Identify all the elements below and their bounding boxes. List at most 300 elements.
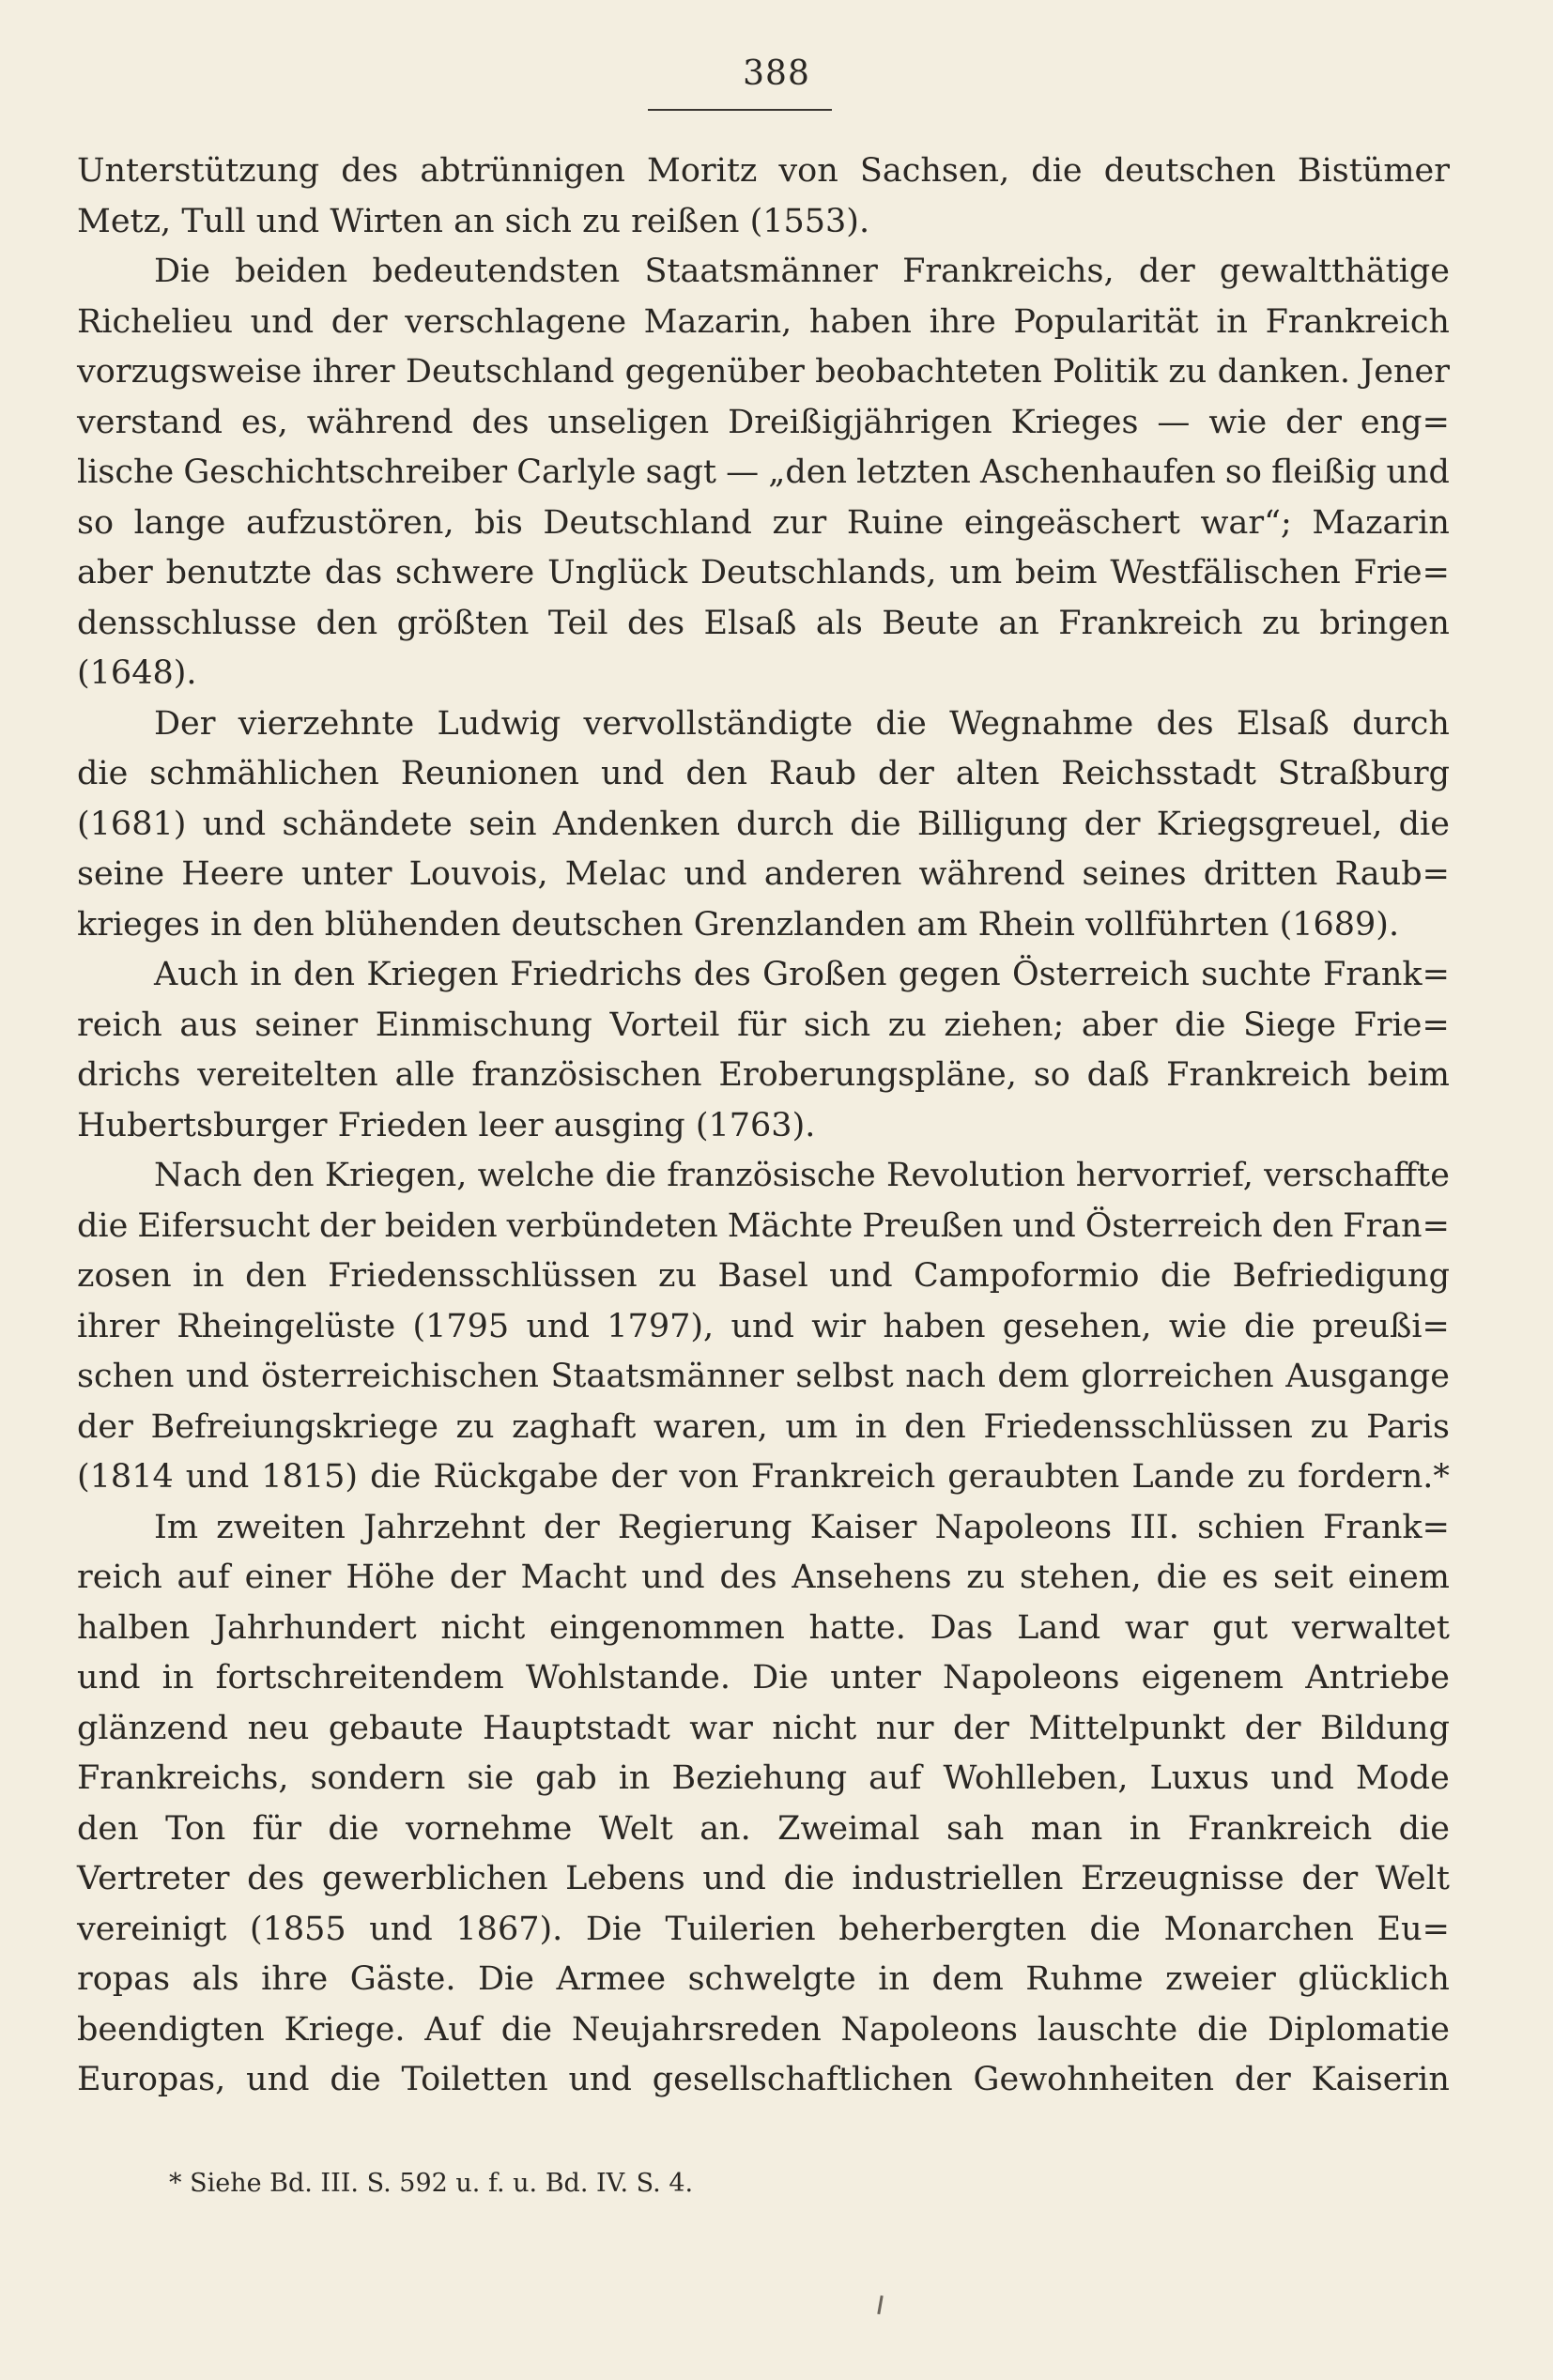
word: Basel — [717, 1257, 808, 1295]
word: ziehen; — [944, 1006, 1065, 1044]
word: Gäste. — [349, 1960, 456, 1998]
word: Siege — [1243, 1006, 1337, 1044]
word: Mode — [1355, 1759, 1450, 1797]
word: Tuilerien — [665, 1910, 816, 1948]
word: zu — [966, 1559, 1006, 1596]
word: und — [684, 855, 747, 893]
word: Befriedigung — [1232, 1257, 1450, 1295]
word: gewerblichen — [321, 1860, 548, 1897]
word: gegenüber — [624, 353, 805, 391]
text-line — [77, 850, 1450, 900]
word: an — [454, 202, 505, 240]
text-line — [77, 1955, 1450, 2005]
word: bringen — [1319, 604, 1450, 642]
word: (1763). — [695, 1106, 816, 1144]
word: ausging — [553, 1106, 696, 1144]
word: Unterstützung — [77, 152, 320, 190]
word: Einmischung — [375, 1006, 592, 1044]
word: Rheingelüste — [177, 1307, 396, 1345]
word: Reichsstadt — [1061, 755, 1256, 792]
text-line — [77, 2055, 1450, 2106]
word: von — [679, 1458, 739, 1496]
word: den — [685, 755, 748, 792]
word: sondern — [310, 1759, 446, 1797]
word: Österreich — [1084, 1206, 1263, 1245]
word: Frankreichs, — [77, 1759, 289, 1797]
word: und — [568, 2061, 632, 2098]
word: die — [330, 2061, 381, 2098]
word: Wirten — [330, 202, 454, 240]
word: des — [719, 1559, 777, 1596]
text-line — [77, 649, 1450, 699]
word: die — [1398, 805, 1450, 843]
word: gesehen, — [1002, 1307, 1152, 1345]
word: so — [77, 503, 115, 542]
word: Gewohnheiten — [973, 2061, 1215, 2098]
word: Ton — [165, 1809, 226, 1848]
word: Welt — [598, 1809, 673, 1848]
word: Höhe — [346, 1559, 436, 1596]
word: Lande — [1131, 1458, 1236, 1496]
word: Friedensschlüssen — [328, 1257, 638, 1295]
word: Toiletten — [401, 2061, 548, 2098]
word: Regierung — [617, 1508, 792, 1546]
word: Auf — [424, 2010, 483, 2049]
word: verbündeten — [506, 1206, 718, 1245]
text-line — [77, 1051, 1450, 1101]
word: deutschen — [511, 905, 694, 944]
word: wie — [1168, 1307, 1227, 1345]
word: der — [1244, 1709, 1301, 1747]
word: verstand — [77, 403, 223, 441]
word: Die — [752, 1659, 809, 1697]
word: Frank= — [1322, 1508, 1450, 1546]
word: Geschichtschreiber — [183, 453, 508, 491]
word: und — [1270, 1759, 1334, 1797]
text-line — [77, 1905, 1450, 1956]
word: zosen — [77, 1257, 172, 1295]
word: Lebens — [565, 1860, 685, 1897]
word: gab — [535, 1759, 597, 1797]
word: sich — [803, 1006, 871, 1044]
word: Ludwig — [437, 704, 561, 743]
word: neu — [247, 1709, 310, 1747]
word: (1795 — [412, 1307, 510, 1345]
word: Heere — [181, 855, 284, 893]
word: Die — [154, 253, 210, 290]
word: vierzehnte — [238, 704, 415, 743]
word: Jahrhundert — [213, 1608, 417, 1647]
word: der — [77, 1407, 133, 1446]
word: durch — [736, 805, 834, 843]
word: Napoleons — [840, 2010, 1018, 2049]
word: (1814 — [77, 1458, 174, 1496]
word: Land — [1017, 1608, 1101, 1647]
word: beobachteten — [815, 353, 1042, 391]
word: Napoleons — [934, 1508, 1113, 1546]
word: reich — [77, 1006, 162, 1044]
word: Ruine — [846, 503, 945, 542]
word: der — [331, 302, 388, 341]
word: Kriegen, — [324, 1157, 468, 1194]
word: alten — [955, 755, 1040, 792]
word: hatte. — [808, 1608, 906, 1647]
word: Der — [154, 704, 216, 743]
word: Rückgabe — [433, 1458, 599, 1496]
word: Luxus — [1149, 1759, 1250, 1797]
word: Raub= — [1334, 855, 1450, 893]
word: war“; — [1200, 503, 1292, 542]
word: Zweimal — [777, 1809, 920, 1848]
word: der — [1138, 253, 1195, 290]
word: eingenommen — [549, 1608, 785, 1647]
text-line — [77, 1001, 1450, 1052]
word: ihre — [929, 302, 996, 341]
word: Hauptstadt — [483, 1709, 670, 1747]
word: Friedensschlüssen — [983, 1407, 1293, 1446]
word: der — [449, 1559, 506, 1596]
word: die — [875, 704, 927, 743]
word: Campoformio — [913, 1257, 1140, 1295]
word: gesellschaftlichen — [652, 2061, 953, 2098]
word: des — [341, 152, 399, 190]
text-line — [77, 1553, 1450, 1604]
word: in — [854, 1407, 887, 1446]
word: (1855 — [249, 1910, 346, 1948]
word: zu — [1247, 1458, 1286, 1496]
word: die — [77, 1206, 129, 1245]
word: Die — [477, 1960, 534, 1998]
word: selbst — [795, 1358, 894, 1395]
text-line — [77, 2005, 1450, 2056]
word: und — [369, 1910, 433, 1948]
word: der — [1285, 403, 1342, 441]
word: Unglück — [547, 554, 688, 591]
word: ihre — [261, 1960, 329, 1998]
word: (1689). — [1279, 905, 1400, 944]
text-line — [77, 247, 1450, 298]
word: fortschreitendem — [215, 1659, 504, 1697]
word: die — [500, 2010, 553, 2049]
text-line — [77, 800, 1450, 851]
word: Frankreich — [1058, 604, 1243, 642]
word: Vertreter — [77, 1860, 230, 1897]
word: Dreißigjährigen — [728, 403, 992, 441]
word: Deutschlands, — [700, 554, 937, 591]
word: den — [293, 956, 356, 993]
text-line — [77, 1251, 1450, 1302]
text-line — [77, 1452, 1450, 1503]
word: Revolution — [886, 1157, 1066, 1194]
word: Auch — [154, 956, 238, 993]
word: die — [1196, 2010, 1249, 2049]
word: beherbergten — [838, 1910, 1067, 1948]
word: französische — [667, 1157, 876, 1194]
word: war — [689, 1709, 753, 1747]
text-line — [77, 298, 1450, 348]
word: Beute — [882, 604, 979, 642]
word: nur — [875, 1709, 934, 1747]
word: nicht — [440, 1608, 526, 1647]
word: aber — [1081, 1006, 1158, 1044]
word: seines — [1082, 855, 1187, 893]
word: in — [210, 905, 253, 944]
word: Staatsmänner — [644, 253, 878, 290]
word: Deutschland — [405, 353, 615, 391]
text-line — [77, 950, 1450, 1001]
word: Österreich — [1011, 956, 1190, 993]
word: (1681) — [77, 805, 187, 843]
text-line — [77, 1704, 1450, 1755]
word: Großen — [762, 956, 887, 993]
word: waren, — [653, 1407, 768, 1446]
word: Nach — [154, 1157, 242, 1194]
word: (1553). — [749, 202, 870, 240]
word: die — [1089, 1910, 1141, 1948]
word: und — [600, 755, 665, 792]
word: durch — [1352, 704, 1450, 743]
word: seiner — [254, 1006, 359, 1044]
text-line — [77, 749, 1450, 800]
word: Politik — [1053, 353, 1159, 391]
word: sah — [946, 1809, 1005, 1848]
word: stehen, — [1020, 1559, 1142, 1596]
word: anderen — [763, 855, 902, 893]
word: und — [77, 1659, 141, 1697]
text-line — [77, 1302, 1450, 1353]
word: sein — [469, 805, 537, 843]
word: Moritz — [646, 152, 758, 190]
word: von — [778, 152, 838, 190]
word: die — [328, 1809, 379, 1848]
word: eingeäschert — [963, 503, 1180, 542]
word: Aschenhaufen — [979, 453, 1216, 491]
word: (1648). — [77, 654, 197, 692]
word: Paris — [1366, 1407, 1450, 1446]
word: Kriegsgreuel, — [1156, 805, 1383, 843]
word: verschlagene — [405, 302, 627, 341]
word: nach — [905, 1358, 986, 1395]
word: Frankreich — [750, 1458, 936, 1496]
word: Monarchen — [1163, 1910, 1354, 1948]
word: am — [916, 905, 978, 944]
word: krieges — [77, 905, 211, 944]
word: Louvois, — [408, 855, 548, 893]
word: lauschte — [1037, 2010, 1178, 2049]
word: und — [1012, 1206, 1076, 1245]
word: schien — [1197, 1508, 1305, 1546]
word: vollführten — [1085, 905, 1280, 944]
word: beim — [1367, 1056, 1450, 1094]
word: und — [185, 1358, 250, 1395]
header-rule — [648, 109, 832, 111]
word: 1867). — [455, 1910, 563, 1948]
word: während — [306, 403, 454, 441]
word: lische — [77, 453, 175, 491]
word: zu — [887, 1006, 927, 1044]
word: die — [1160, 1257, 1212, 1295]
word: vornehme — [406, 1809, 573, 1848]
word: und — [250, 302, 315, 341]
word: für — [737, 1006, 787, 1044]
word: war — [1124, 1608, 1189, 1647]
word: die — [1243, 1307, 1296, 1345]
word: gebaute — [328, 1709, 464, 1747]
word: vereitelten — [197, 1056, 378, 1094]
word: aber — [77, 554, 153, 591]
word: densschlusse — [77, 604, 298, 642]
word: Armee — [556, 1960, 667, 1998]
word: Eroberungspläne, — [718, 1056, 1017, 1094]
word: Carlyle — [516, 453, 637, 491]
word: der — [1301, 1860, 1359, 1897]
word: Metz, — [77, 202, 182, 240]
print-speck — [877, 2296, 883, 2314]
word: schwere — [395, 554, 535, 591]
word: schen — [77, 1358, 175, 1395]
word: die — [1156, 1559, 1207, 1596]
word: so — [1033, 1056, 1070, 1094]
word: eigenem — [1141, 1659, 1284, 1697]
word: und — [526, 1307, 590, 1345]
word: Ruhme — [1025, 1960, 1144, 1998]
word: „den — [768, 453, 847, 491]
word: dritten — [1203, 855, 1318, 893]
word: haben — [883, 1307, 986, 1345]
word: alle — [394, 1056, 455, 1094]
word: unseligen — [547, 403, 710, 441]
word: Kriegen — [366, 956, 499, 993]
word: des — [693, 956, 751, 993]
word: es, — [240, 403, 288, 441]
word: letzten — [856, 453, 971, 491]
word: schwelgte — [687, 1960, 856, 1998]
word: eng= — [1360, 403, 1450, 441]
word: Kaiserin — [1311, 2061, 1450, 2098]
word: aus — [179, 1006, 238, 1044]
word: den — [1271, 1206, 1334, 1245]
word: einem — [1347, 1559, 1450, 1596]
word: zu — [455, 1407, 495, 1446]
text-line — [77, 398, 1450, 449]
word: Frieden — [337, 1106, 479, 1144]
word: preußi= — [1312, 1307, 1450, 1345]
word: Kriege. — [284, 2010, 406, 2049]
word: an. — [700, 1809, 751, 1848]
word: Mazarin — [1312, 503, 1450, 542]
word: Mächte — [727, 1206, 853, 1245]
word: Erzeugnisse — [1081, 1860, 1284, 1897]
text-line — [77, 1604, 1450, 1654]
word: zu — [658, 1257, 698, 1295]
word: Hubertsburger — [77, 1106, 338, 1144]
word: Befreiungskriege — [150, 1407, 438, 1446]
word: den — [252, 905, 325, 944]
word: Bildung — [1319, 1709, 1450, 1747]
word: gegen — [898, 956, 1001, 993]
word: so — [1224, 453, 1262, 491]
word: Rhein — [977, 905, 1086, 944]
word: bis — [474, 503, 523, 542]
word: die — [850, 805, 901, 843]
word: auf — [177, 1559, 230, 1596]
word: Preußen — [862, 1206, 1004, 1245]
word: glänzend — [77, 1709, 229, 1747]
word: die — [1175, 1006, 1226, 1044]
word: hervorrief, — [1075, 1157, 1253, 1194]
word: des — [1156, 704, 1214, 743]
text-line — [77, 1804, 1450, 1855]
word: verschaffte — [1264, 1157, 1450, 1194]
word: Tull — [181, 202, 256, 240]
word: und — [202, 805, 267, 843]
word: in — [1216, 302, 1248, 341]
word: beim — [1015, 554, 1098, 591]
word: zu — [1168, 353, 1207, 391]
word: Krieges — [1010, 403, 1139, 441]
word: Frankreichs, — [902, 253, 1115, 290]
word: und — [1386, 453, 1450, 491]
word: Macht — [520, 1559, 627, 1596]
word: es — [1222, 1559, 1259, 1596]
word: ihrer — [312, 353, 395, 391]
word: an — [998, 604, 1039, 642]
word: und — [730, 1307, 794, 1345]
word: Melac — [564, 855, 668, 893]
word: seit — [1272, 1559, 1333, 1596]
word: um — [785, 1407, 838, 1446]
page-number: 388 — [743, 54, 810, 93]
word: Elsaß — [703, 604, 797, 642]
word: Staatsmänner — [550, 1358, 784, 1395]
word: der — [1234, 2061, 1291, 2098]
word: unter — [300, 855, 392, 893]
word: und — [255, 202, 331, 240]
text-line — [77, 599, 1450, 650]
word: Teil — [547, 604, 608, 642]
word: Ausgange — [1285, 1358, 1450, 1395]
word: Wohlleben, — [943, 1759, 1129, 1797]
word: Eifersucht — [137, 1206, 311, 1245]
word: zweier — [1165, 1960, 1276, 1998]
word: Mazarin, — [643, 302, 792, 341]
word: Das — [930, 1608, 993, 1647]
word: haben — [808, 302, 912, 341]
word: zweiten — [216, 1508, 346, 1546]
word: Europas, — [77, 2061, 226, 2098]
word: gut — [1212, 1608, 1269, 1647]
word: fleißig — [1271, 453, 1377, 491]
word: wie — [1208, 403, 1268, 441]
word: Die — [585, 1910, 642, 1948]
word: um — [949, 554, 1003, 591]
word: sagt — [645, 453, 716, 491]
word: der — [877, 755, 934, 792]
word: den — [77, 1809, 139, 1848]
text-line — [77, 1101, 1450, 1152]
word: größten — [396, 604, 530, 642]
word: und — [702, 1860, 766, 1897]
word: den — [315, 604, 378, 642]
word: Diplomatie — [1268, 2010, 1450, 2049]
word: Vorteil — [609, 1006, 720, 1044]
word: in — [1129, 1809, 1161, 1848]
word: der — [610, 1458, 668, 1496]
word: Frankreich — [1187, 1809, 1373, 1848]
word: einer — [244, 1559, 331, 1596]
text-line — [77, 1854, 1450, 1905]
word: den — [245, 1257, 307, 1295]
